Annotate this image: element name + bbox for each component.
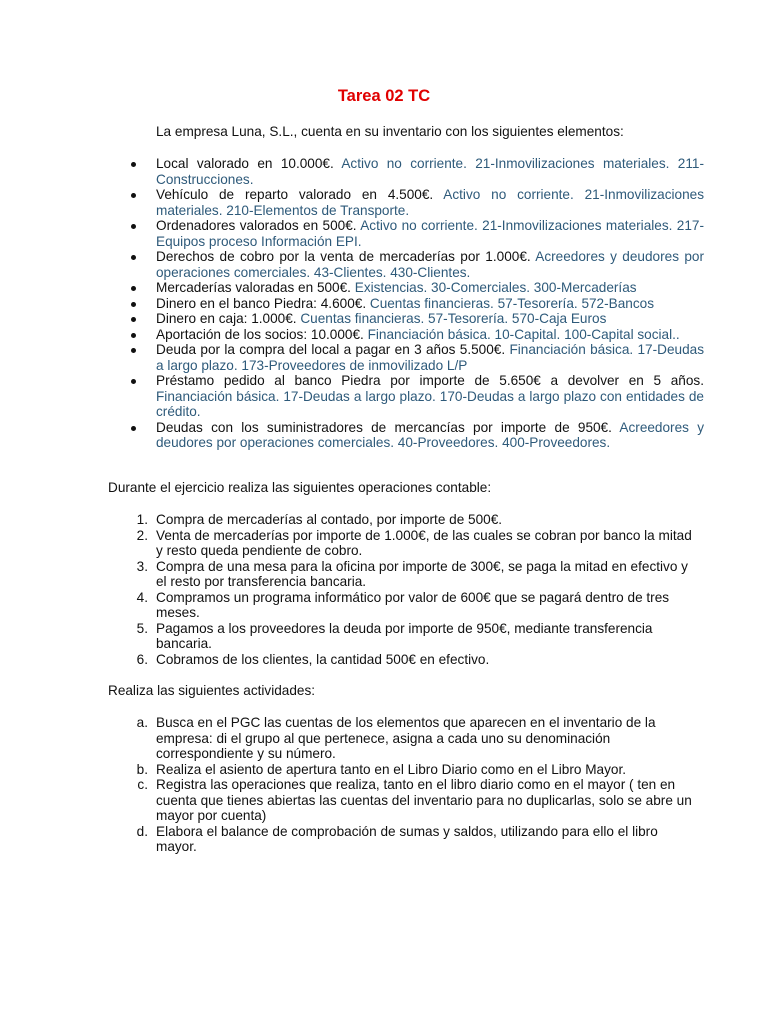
inventory-item: Dinero en el banco Piedra: 4.600€. Cuentas financieras. 57-Tesorería. 572-Bancos xyxy=(0,296,704,312)
operation-item: 4. Compramos un programa informático por valor de 600€ que se pagará dentro de tres meses. xyxy=(136,589,670,620)
inventory-item: Local valorado en 10.000€. Activo no corriente. 21-Inmovilizaciones materiales. 211-Construcciones. xyxy=(0,156,704,187)
activities-intro: Realiza las siguientes actividades: xyxy=(108,683,316,698)
operation-item: 6. Cobramos de los clientes, la cantidad 500€ en efectivo. xyxy=(136,651,490,667)
bullet-icon xyxy=(131,333,136,338)
document-title: Tarea 02 TC xyxy=(337,87,431,105)
inventory-list xyxy=(0,156,768,451)
operation-item: 3. Compra de una mesa para la oficina por importe de 300€, se paga la mitad en efectivo y el resto por transferencia bancaria. xyxy=(136,558,688,589)
activity-item: a. Busca en el PGC las cuentas de los elementos que aparecen en el inventario de la empresa: di el grupo al que pertenece, asigna a cada uno su denominación correspondiente y su número. xyxy=(136,715,656,761)
inventory-item: Deuda por la compra del local a pagar en 3 años 5.500€. Financiación básica. 17-Deudas a largo plazo. 173-Proveedores de inmovilizado L/P xyxy=(0,342,704,373)
account-text: Financiación básica. 17-Deudas a largo plazo. 173-Proveedores de inmovilizado L/P xyxy=(156,342,704,373)
account-text: Activo no corriente. 21-Inmovilizaciones materiales. 210-Elementos de Transporte. xyxy=(156,187,704,218)
activity-item: b. Realiza el asiento de apertura tanto en el Libro Diario como en el Libro Mayor. xyxy=(136,761,627,777)
inventory-item: Ordenadores valorados en 500€. Activo no corriente. 21-Inmovilizaciones materiales. 217-Equipos proceso Información EPI. xyxy=(0,218,704,249)
account-text: Acreedores y deudores por operaciones comerciales. 43-Clientes. 430-Clientes. xyxy=(156,249,704,280)
operation-item: 1. Compra de mercaderías al contado, por importe de 500€. xyxy=(136,512,503,527)
bullet-icon xyxy=(131,162,136,167)
account-text: Financiación básica. 17-Deudas a largo plazo. 170-Deudas a largo plazo con entidades de crédito. xyxy=(156,388,704,419)
account-text: Activo no corriente. 21-Inmovilizaciones materiales. 217-Equipos proceso Información EPI. xyxy=(156,218,704,249)
inventory-item: Mercaderías valoradas en 500€. Existencias. 30-Comerciales. 300-Mercaderías xyxy=(0,280,704,296)
bullet-icon xyxy=(131,255,136,260)
activity-item: d. Elabora el balance de comprobación de sumas y saldos, utilizando para ello el libro mayor. xyxy=(136,823,658,854)
bullet-icon xyxy=(131,302,136,307)
inventory-item: Vehículo de reparto valorado en 4.500€. Activo no corriente. 21-Inmovilizaciones materiales. 210-Elementos de Transporte. xyxy=(0,187,704,218)
inventory-intro: La empresa Luna, S.L., cuenta en su inventario con los siguientes elementos: xyxy=(156,124,624,139)
operation-item: 5. Pagamos a los proveedores la deuda por importe de 950€, mediante transferencia bancaria. xyxy=(136,620,653,651)
inventory-item: Derechos de cobro por la venta de mercaderías por 1.000€. Acreedores y deudores por operaciones comerciales. 43-Clientes. 430-Clientes. xyxy=(0,249,704,280)
bullet-icon xyxy=(131,379,136,384)
bullet-icon xyxy=(131,193,136,198)
bullet-icon xyxy=(131,286,136,291)
operation-item: 2. Venta de mercaderías por importe de 1.000€, de las cuales se cobran por banco la mitad y resto queda pendiente de cobro. xyxy=(136,527,692,558)
inventory-item: Dinero en caja: 1.000€. Cuentas financieras. 57-Tesorería. 570-Caja Euros xyxy=(0,311,704,327)
bullet-icon xyxy=(131,317,136,322)
account-text: Financiación básica. 10-Capital. 100-Capital social.. xyxy=(367,326,680,342)
account-text: Acreedores y deudores por operaciones comerciales. 40-Proveedores. 400-Proveedores. xyxy=(156,419,704,450)
activities-list xyxy=(0,715,768,855)
operations-list xyxy=(0,512,768,667)
bullet-icon xyxy=(131,426,136,431)
account-text: Existencias. 30-Comerciales. 300-Mercaderías xyxy=(354,280,637,295)
account-text: Cuentas financieras. 57-Tesorería. 570-Caja Euros xyxy=(300,311,607,326)
account-text: Cuentas financieras. 57-Tesorería. 572-Bancos xyxy=(369,295,654,311)
activity-item: c. Registra las operaciones que realiza, tanto en el libro diario como en el mayor ( ten en cuenta que tienes abiertas las cuentas del inventario para no duplicarlas, solo se abre un mayor por cuenta) xyxy=(137,777,692,823)
account-text: Activo no corriente. 21-Inmovilizaciones materiales. 211-Construcciones. xyxy=(156,156,704,187)
operations-intro: Durante el ejercicio realiza las siguientes operaciones contable: xyxy=(108,480,492,495)
inventory-item: Deudas con los suministradores de mercancías por importe de 950€. Acreedores y deudores por operaciones comerciales. 40-Proveedores. 400-Proveedores. xyxy=(0,420,704,451)
inventory-item: Aportación de los socios: 10.000€. Financiación básica. 10-Capital. 100-Capital social.. xyxy=(0,327,704,343)
bullet-icon xyxy=(131,348,136,353)
inventory-item: Préstamo pedido al banco Piedra por importe de 5.650€ a devolver en 5 años. Financiación básica. 17-Deudas a largo plazo. 170-Deudas a largo plazo con entidades de crédito. xyxy=(0,373,704,420)
bullet-icon xyxy=(131,224,136,229)
